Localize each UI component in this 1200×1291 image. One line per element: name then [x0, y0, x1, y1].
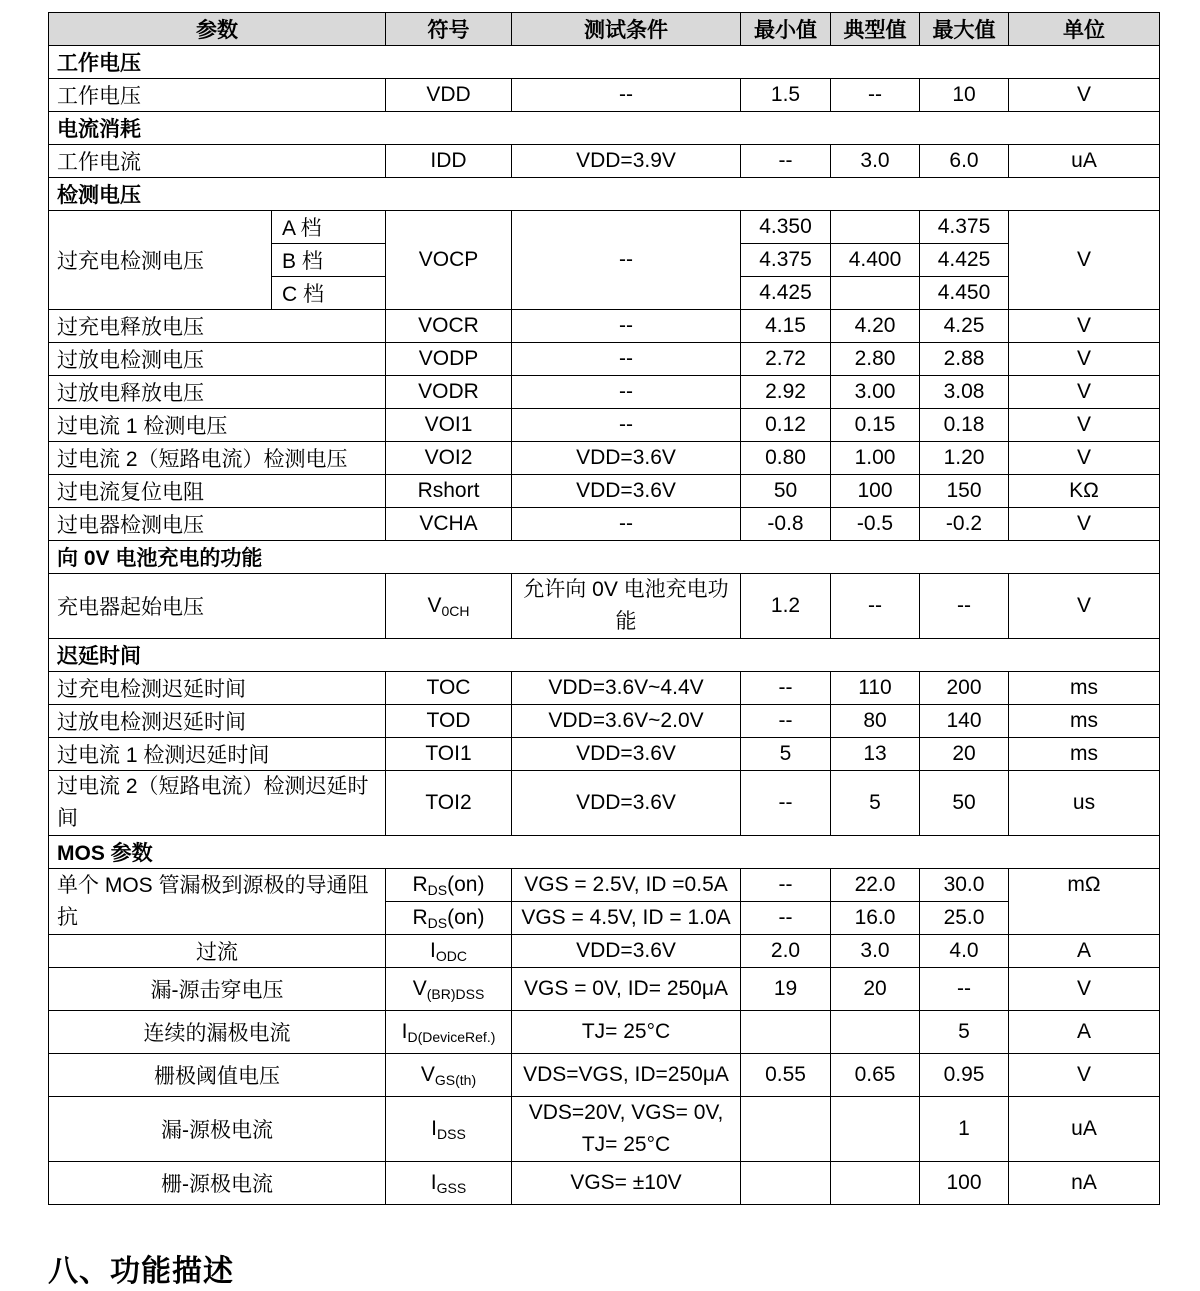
symbol-cell: TOD	[386, 705, 512, 738]
param-cell: 漏-源极电流	[49, 1097, 386, 1162]
header-cond: 测试条件	[512, 13, 741, 46]
table-row	[49, 1054, 1160, 1097]
max-cell: --	[920, 574, 1009, 639]
min-cell: 4.15	[741, 310, 831, 343]
cond-cell: VDD=3.6V	[512, 442, 741, 475]
symbol-cell: VODP	[386, 343, 512, 376]
unit-cell: ms	[1009, 738, 1160, 771]
typ-cell: 20	[831, 968, 920, 1011]
cond-cell: TJ= 25°C	[512, 1011, 741, 1054]
max-cell: -0.2	[920, 508, 1009, 541]
symbol-sub: 0CH	[441, 602, 470, 619]
param-cell: 过充电释放电压	[49, 310, 386, 343]
cond-cell: --	[512, 310, 741, 343]
table-row	[49, 738, 1160, 771]
header-param: 参数	[49, 13, 386, 46]
min-cell: 1.2	[741, 574, 831, 639]
cond-cell: --	[512, 508, 741, 541]
typ-cell	[831, 1162, 920, 1205]
typ-cell: 5	[831, 771, 920, 836]
symbol-main: V	[420, 1062, 435, 1086]
cond-cell: --	[512, 79, 741, 112]
cond-cell: VDD=3.6V~2.0V	[512, 705, 741, 738]
max-cell: 30.0	[920, 869, 1009, 902]
symbol-sub: D(DeviceRef.)	[407, 1028, 496, 1045]
min-cell: 0.12	[741, 409, 831, 442]
section-title: 电流消耗	[49, 112, 1160, 145]
cond-cell: VGS= ±10V	[512, 1162, 741, 1205]
unit-cell: V	[1009, 409, 1160, 442]
table-row	[49, 145, 1160, 178]
unit-cell: A	[1009, 1011, 1160, 1054]
min-cell: 5	[741, 738, 831, 771]
symbol-main: I	[430, 1170, 437, 1194]
header-row	[49, 13, 1160, 46]
cond-cell: --	[512, 343, 741, 376]
symbol-cell	[386, 1097, 512, 1162]
section-title: 工作电压	[49, 46, 1160, 79]
unit-cell: V	[1009, 79, 1160, 112]
section-row	[49, 178, 1160, 211]
unit-cell: V	[1009, 1054, 1160, 1097]
min-cell: 2.0	[741, 935, 831, 968]
min-cell: 0.80	[741, 442, 831, 475]
max-cell: 4.0	[920, 935, 1009, 968]
table-row	[49, 1097, 1160, 1162]
spec-table	[48, 12, 1160, 1205]
unit-cell: uA	[1009, 145, 1160, 178]
section-title: MOS 参数	[49, 836, 1160, 869]
table-row	[49, 935, 1160, 968]
symbol-sub: DSS	[437, 1125, 466, 1142]
cond-cell: VGS = 4.5V, ID = 1.0A	[512, 902, 741, 935]
unit-cell: A	[1009, 935, 1160, 968]
typ-cell	[831, 211, 920, 244]
table-row	[49, 79, 1160, 112]
section-row	[49, 836, 1160, 869]
min-cell: --	[741, 869, 831, 902]
min-cell: 1.5	[741, 79, 831, 112]
cond-cell: VDD=3.6V	[512, 475, 741, 508]
max-cell: --	[920, 968, 1009, 1011]
typ-cell	[831, 1097, 920, 1162]
cond-cell: --	[512, 211, 741, 310]
param-cell: 过充电检测迟延时间	[49, 672, 386, 705]
table-row	[49, 442, 1160, 475]
max-cell: 25.0	[920, 902, 1009, 935]
max-cell: 1.20	[920, 442, 1009, 475]
unit-cell: nA	[1009, 1162, 1160, 1205]
param-cell: 过放电检测迟延时间	[49, 705, 386, 738]
section-title: 检测电压	[49, 178, 1160, 211]
max-cell: 4.25	[920, 310, 1009, 343]
symbol-cell	[386, 902, 512, 935]
param-cell: 过电流 2（短路电流）检测迟延时间	[49, 771, 386, 836]
symbol-cell: VOI2	[386, 442, 512, 475]
max-cell: 4.375	[920, 211, 1009, 244]
param-cell: 过电器检测电压	[49, 508, 386, 541]
param-cell: 过电流 2（短路电流）检测电压	[49, 442, 386, 475]
typ-cell	[831, 1011, 920, 1054]
param-cell: 栅-源极电流	[49, 1162, 386, 1205]
cond-cell: VDD=3.6V	[512, 771, 741, 836]
typ-cell: 4.400	[831, 244, 920, 277]
typ-cell: -0.5	[831, 508, 920, 541]
max-cell: 6.0	[920, 145, 1009, 178]
unit-cell: uA	[1009, 1097, 1160, 1162]
cond-cell: VGS = 0V, ID= 250μA	[512, 968, 741, 1011]
symbol-cell: TOI2	[386, 771, 512, 836]
symbol-sub: DS	[427, 914, 448, 931]
header-symbol: 符号	[386, 13, 512, 46]
table-row	[49, 475, 1160, 508]
table-row	[49, 574, 1160, 639]
unit-cell: KΩ	[1009, 475, 1160, 508]
min-cell: 0.55	[741, 1054, 831, 1097]
max-cell: 140	[920, 705, 1009, 738]
symbol-tail: (on)	[447, 905, 485, 929]
param-cell: 过放电检测电压	[49, 343, 386, 376]
max-cell: 0.18	[920, 409, 1009, 442]
symbol-sub: ODC	[435, 947, 467, 964]
typ-cell: 110	[831, 672, 920, 705]
cond-cell: VDS=VGS, ID=250μA	[512, 1054, 741, 1097]
symbol-cell	[386, 869, 512, 902]
symbol-cell: IDD	[386, 145, 512, 178]
unit-cell: V	[1009, 310, 1160, 343]
unit-cell: mΩ	[1009, 869, 1160, 935]
min-cell: --	[741, 672, 831, 705]
unit-cell: V	[1009, 574, 1160, 639]
cond-cell: VGS = 2.5V, ID =0.5A	[512, 869, 741, 902]
symbol-cell: VCHA	[386, 508, 512, 541]
max-cell: 0.95	[920, 1054, 1009, 1097]
max-cell: 20	[920, 738, 1009, 771]
cond-cell: 允许向 0V 电池充电功能	[512, 574, 741, 639]
max-cell: 4.425	[920, 244, 1009, 277]
symbol-sub: (BR)DSS	[426, 985, 485, 1002]
max-cell: 150	[920, 475, 1009, 508]
typ-cell: 3.0	[831, 145, 920, 178]
header-max: 最大值	[920, 13, 1009, 46]
min-cell: 19	[741, 968, 831, 1011]
symbol-sub: DS	[427, 881, 448, 898]
table-row	[49, 672, 1160, 705]
param-cell: 过电流复位电阻	[49, 475, 386, 508]
table-row	[49, 508, 1160, 541]
param-cell: 过充电检测电压	[49, 211, 272, 310]
unit-cell: V	[1009, 508, 1160, 541]
section-title: 向 0V 电池充电的功能	[49, 541, 1160, 574]
table-row	[49, 409, 1160, 442]
header-unit: 单位	[1009, 13, 1160, 46]
symbol-main: V	[412, 976, 427, 1000]
table-row	[49, 376, 1160, 409]
min-cell: --	[741, 705, 831, 738]
min-cell: --	[741, 771, 831, 836]
section-row	[49, 46, 1160, 79]
cond-cell: VDD=3.6V	[512, 935, 741, 968]
symbol-tail: (on)	[447, 872, 485, 896]
symbol-cell	[386, 1011, 512, 1054]
min-cell: 2.92	[741, 376, 831, 409]
symbol-cell: VOCP	[386, 211, 512, 310]
typ-cell: 16.0	[831, 902, 920, 935]
max-cell: 50	[920, 771, 1009, 836]
symbol-cell	[386, 935, 512, 968]
section-row	[49, 112, 1160, 145]
typ-cell: 22.0	[831, 869, 920, 902]
grade-cell: A 档	[272, 211, 386, 244]
min-cell	[741, 1097, 831, 1162]
min-cell: 4.375	[741, 244, 831, 277]
table-row	[49, 1011, 1160, 1054]
param-cell: 工作电流	[49, 145, 386, 178]
min-cell: 50	[741, 475, 831, 508]
max-cell: 5	[920, 1011, 1009, 1054]
unit-cell: V	[1009, 442, 1160, 475]
min-cell	[741, 1011, 831, 1054]
typ-cell: 0.15	[831, 409, 920, 442]
table-row	[49, 869, 1160, 902]
table-row	[49, 211, 1160, 244]
symbol-main: R	[412, 905, 428, 929]
typ-cell: --	[831, 574, 920, 639]
symbol-main: I	[431, 1116, 438, 1140]
max-cell: 10	[920, 79, 1009, 112]
grade-cell: C 档	[272, 277, 386, 310]
param-cell: 过电流 1 检测迟延时间	[49, 738, 386, 771]
unit-cell: V	[1009, 376, 1160, 409]
param-cell: 过流	[49, 935, 386, 968]
param-cell: 栅极阈值电压	[49, 1054, 386, 1097]
symbol-cell	[386, 968, 512, 1011]
typ-cell: 4.20	[831, 310, 920, 343]
param-cell: 充电器起始电压	[49, 574, 386, 639]
unit-cell: us	[1009, 771, 1160, 836]
typ-cell: 0.65	[831, 1054, 920, 1097]
unit-cell: ms	[1009, 705, 1160, 738]
symbol-main: I	[401, 1019, 408, 1043]
param-cell: 连续的漏极电流	[49, 1011, 386, 1054]
table-row	[49, 310, 1160, 343]
typ-cell: 13	[831, 738, 920, 771]
section-title: 迟延时间	[49, 639, 1160, 672]
table-row	[49, 343, 1160, 376]
table-row	[49, 1162, 1160, 1205]
min-cell: 2.72	[741, 343, 831, 376]
min-cell: 4.425	[741, 277, 831, 310]
typ-cell: 1.00	[831, 442, 920, 475]
symbol-cell	[386, 1054, 512, 1097]
table-row	[49, 705, 1160, 738]
symbol-cell	[386, 1162, 512, 1205]
typ-cell: 2.80	[831, 343, 920, 376]
unit-cell: V	[1009, 211, 1160, 310]
header-min: 最小值	[741, 13, 831, 46]
header-typ: 典型值	[831, 13, 920, 46]
cond-cell: VDD=3.6V~4.4V	[512, 672, 741, 705]
min-cell: 4.350	[741, 211, 831, 244]
min-cell: -0.8	[741, 508, 831, 541]
typ-cell: 3.00	[831, 376, 920, 409]
cond-cell: VDD=3.9V	[512, 145, 741, 178]
symbol-cell: VDD	[386, 79, 512, 112]
cond-cell: --	[512, 376, 741, 409]
symbol-cell	[386, 574, 512, 639]
section-row	[49, 639, 1160, 672]
symbol-main: I	[430, 938, 436, 962]
max-cell: 1	[920, 1097, 1009, 1162]
grade-cell: B 档	[272, 244, 386, 277]
param-cell: 过放电释放电压	[49, 376, 386, 409]
typ-cell: --	[831, 79, 920, 112]
param-cell: 漏-源击穿电压	[49, 968, 386, 1011]
max-cell: 100	[920, 1162, 1009, 1205]
param-cell: 过电流 1 检测电压	[49, 409, 386, 442]
cond-cell: --	[512, 409, 741, 442]
typ-cell	[831, 277, 920, 310]
param-cell: 工作电压	[49, 79, 386, 112]
symbol-cell: TOI1	[386, 738, 512, 771]
typ-cell: 100	[831, 475, 920, 508]
section-heading: 八、功能描述	[48, 1255, 234, 1288]
table-row	[49, 771, 1160, 836]
max-cell: 4.450	[920, 277, 1009, 310]
unit-cell: ms	[1009, 672, 1160, 705]
param-cell: 单个 MOS 管漏极到源极的导通阻抗	[49, 869, 386, 935]
min-cell	[741, 1162, 831, 1205]
unit-cell: V	[1009, 968, 1160, 1011]
min-cell: --	[741, 902, 831, 935]
typ-cell: 80	[831, 705, 920, 738]
max-cell: 200	[920, 672, 1009, 705]
symbol-main: V	[427, 593, 442, 617]
symbol-cell: TOC	[386, 672, 512, 705]
symbol-sub: GSS	[436, 1179, 467, 1196]
max-cell: 3.08	[920, 376, 1009, 409]
max-cell: 2.88	[920, 343, 1009, 376]
symbol-cell: VODR	[386, 376, 512, 409]
unit-cell: V	[1009, 343, 1160, 376]
symbol-cell: VOI1	[386, 409, 512, 442]
symbol-cell: Rshort	[386, 475, 512, 508]
typ-cell: 3.0	[831, 935, 920, 968]
cond-cell: VDD=3.6V	[512, 738, 741, 771]
symbol-sub: GS(th)	[434, 1071, 477, 1088]
symbol-main: R	[412, 872, 428, 896]
symbol-cell: VOCR	[386, 310, 512, 343]
section-row	[49, 541, 1160, 574]
min-cell: --	[741, 145, 831, 178]
cond-cell: VDS=20V, VGS= 0V, TJ= 25°C	[512, 1097, 741, 1162]
table-row	[49, 968, 1160, 1011]
